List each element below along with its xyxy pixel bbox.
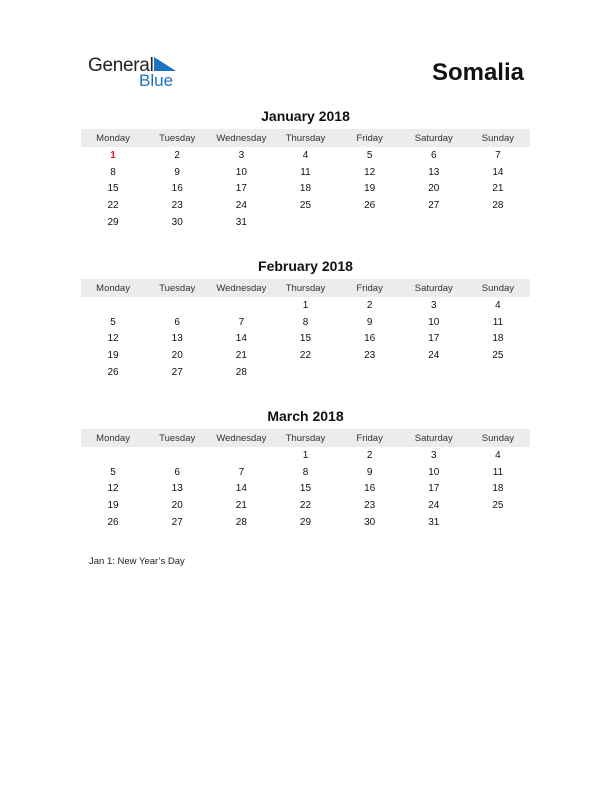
day-cell: 19 (107, 349, 119, 361)
day-cell: 8 (110, 166, 116, 178)
day-cell: 27 (171, 516, 183, 528)
day-cell: 11 (300, 166, 311, 178)
day-cell: 25 (492, 349, 504, 361)
day-cell: 31 (235, 216, 247, 228)
day-cell: 21 (235, 349, 247, 361)
week-row (81, 214, 530, 231)
day-cell: 13 (171, 483, 183, 495)
day-cell: 2 (174, 149, 180, 161)
day-cell: 4 (495, 299, 501, 311)
day-cell: 16 (364, 483, 376, 495)
day-cell: 24 (428, 499, 440, 511)
day-cell: 21 (235, 499, 247, 511)
day-cell: 5 (110, 316, 116, 328)
day-cell: 18 (492, 333, 504, 345)
logo-triangle-icon (154, 57, 176, 71)
day-cell: 15 (299, 333, 312, 345)
day-cell: 10 (235, 166, 247, 178)
day-cell: 28 (235, 366, 247, 378)
day-cell: 18 (492, 483, 504, 495)
day-cell: 3 (238, 149, 245, 161)
week-row (81, 497, 530, 514)
day-cell: 24 (428, 349, 440, 361)
day-cell: 7 (238, 466, 245, 478)
weekday-label: Saturday (414, 282, 453, 294)
day-cell: 17 (428, 483, 440, 495)
week-row (81, 197, 530, 214)
month-calendar (81, 107, 530, 230)
logo-text-blue: Blue (139, 71, 174, 90)
day-cell: 23 (171, 199, 183, 211)
day-cell: 20 (171, 349, 183, 361)
weekday-label: Monday (96, 282, 130, 294)
day-cell: 19 (107, 499, 119, 511)
week-row (81, 514, 530, 531)
day-cell: 17 (235, 183, 247, 195)
day-cell: 26 (107, 516, 119, 528)
day-cell: 22 (299, 499, 312, 511)
day-cell: 12 (107, 333, 119, 345)
day-cell: 2 (366, 449, 373, 461)
month-calendar (81, 257, 530, 380)
day-cell: 10 (428, 316, 440, 328)
day-cell: 6 (174, 316, 180, 328)
day-cell: 3 (430, 299, 437, 311)
day-cell: 14 (492, 166, 504, 178)
weekday-label: Thursday (285, 282, 326, 294)
day-cell: 15 (107, 183, 119, 195)
day-cell: 9 (366, 316, 373, 328)
month-title: February 2018 (258, 258, 353, 274)
day-cell: 28 (492, 199, 504, 211)
weekday-label: Saturday (414, 432, 453, 444)
day-cell: 28 (235, 516, 247, 528)
day-cell: 30 (171, 216, 183, 228)
day-cell: 17 (428, 333, 440, 345)
day-cell: 10 (428, 466, 440, 478)
day-cell: 4 (302, 149, 309, 161)
day-cell: 26 (107, 366, 119, 378)
day-cell: 29 (107, 216, 119, 228)
day-cell: 29 (299, 516, 312, 528)
week-row (81, 464, 530, 481)
day-cell: 16 (364, 333, 376, 345)
week-row (81, 164, 530, 181)
day-cell: 11 (492, 466, 504, 478)
day-cell: 12 (107, 483, 119, 495)
day-cell: 16 (171, 183, 183, 195)
day-cell: 22 (107, 199, 119, 211)
holiday-notes: Jan 1: New Year’s Day (89, 556, 185, 567)
weekday-label: Wednesday (216, 282, 267, 294)
day-cell: 12 (364, 166, 376, 178)
day-cell: 25 (299, 199, 312, 211)
week-row (81, 480, 530, 497)
weekday-label: Sunday (481, 432, 515, 444)
day-cell: 20 (171, 499, 183, 511)
day-cell: 27 (428, 199, 440, 211)
weekday-label: Monday (96, 132, 130, 144)
week-row (81, 314, 530, 331)
weekday-label: Saturday (414, 132, 453, 144)
weekday-label: Friday (356, 282, 383, 294)
day-cell: 9 (366, 466, 373, 478)
day-cell: 11 (492, 316, 504, 328)
weekday-label: Tuesday (159, 432, 196, 444)
weekday-label: Sunday (481, 132, 515, 144)
day-cell: 6 (430, 149, 437, 161)
day-cell: 13 (428, 166, 440, 178)
day-cell: 18 (299, 183, 312, 195)
week-row (81, 330, 530, 347)
day-cell: 23 (364, 349, 376, 361)
day-cell: 9 (174, 166, 180, 178)
day-cell: 1 (302, 299, 309, 311)
month-title: January 2018 (261, 108, 350, 124)
week-row (81, 347, 530, 364)
day-cell: 5 (366, 149, 373, 161)
day-cell: 30 (364, 516, 376, 528)
month-title: March 2018 (267, 408, 344, 424)
week-row (81, 147, 530, 164)
day-cell: 7 (238, 316, 245, 328)
day-cell: 20 (428, 183, 440, 195)
day-cell: 23 (364, 499, 376, 511)
day-cell: 6 (174, 466, 180, 478)
day-cell: 13 (171, 333, 183, 345)
weekday-label: Thursday (285, 132, 326, 144)
day-cell: 3 (430, 449, 437, 461)
weekday-label: Friday (356, 132, 383, 144)
day-cell: 1 (302, 449, 309, 461)
week-row (81, 297, 530, 314)
weekday-label: Thursday (285, 432, 326, 444)
day-cell: 21 (492, 183, 504, 195)
day-cell: 15 (299, 483, 312, 495)
day-cell: 25 (492, 499, 504, 511)
day-cell: 27 (171, 366, 183, 378)
holiday-day-cell: 1 (110, 149, 116, 161)
weekday-label: Monday (96, 432, 130, 444)
weekday-label: Wednesday (216, 132, 267, 144)
weekday-label: Wednesday (216, 432, 267, 444)
weekday-label: Friday (356, 432, 383, 444)
week-row (81, 364, 530, 381)
weekday-header (81, 129, 530, 147)
day-cell: 26 (364, 199, 376, 211)
day-cell: 22 (299, 349, 312, 361)
weekday-label: Tuesday (159, 282, 196, 294)
weekday-header (81, 429, 530, 447)
day-cell: 8 (302, 466, 309, 478)
day-cell: 7 (495, 149, 501, 161)
country-title: Somalia (431, 59, 524, 86)
day-cell: 14 (235, 333, 247, 345)
logo-text-general: General (88, 55, 154, 76)
generalblue-logo (88, 55, 188, 95)
day-cell: 8 (302, 316, 309, 328)
day-cell: 19 (364, 183, 376, 195)
day-cell: 2 (366, 299, 373, 311)
week-row (81, 447, 530, 464)
weekday-label: Tuesday (159, 132, 196, 144)
day-cell: 5 (110, 466, 116, 478)
day-cell: 31 (428, 516, 440, 528)
week-row (81, 180, 530, 197)
weekday-header (81, 279, 530, 297)
day-cell: 14 (235, 483, 247, 495)
weekday-label: Sunday (481, 282, 515, 294)
month-calendar (81, 407, 530, 530)
day-cell: 4 (495, 449, 501, 461)
day-cell: 24 (235, 199, 247, 211)
